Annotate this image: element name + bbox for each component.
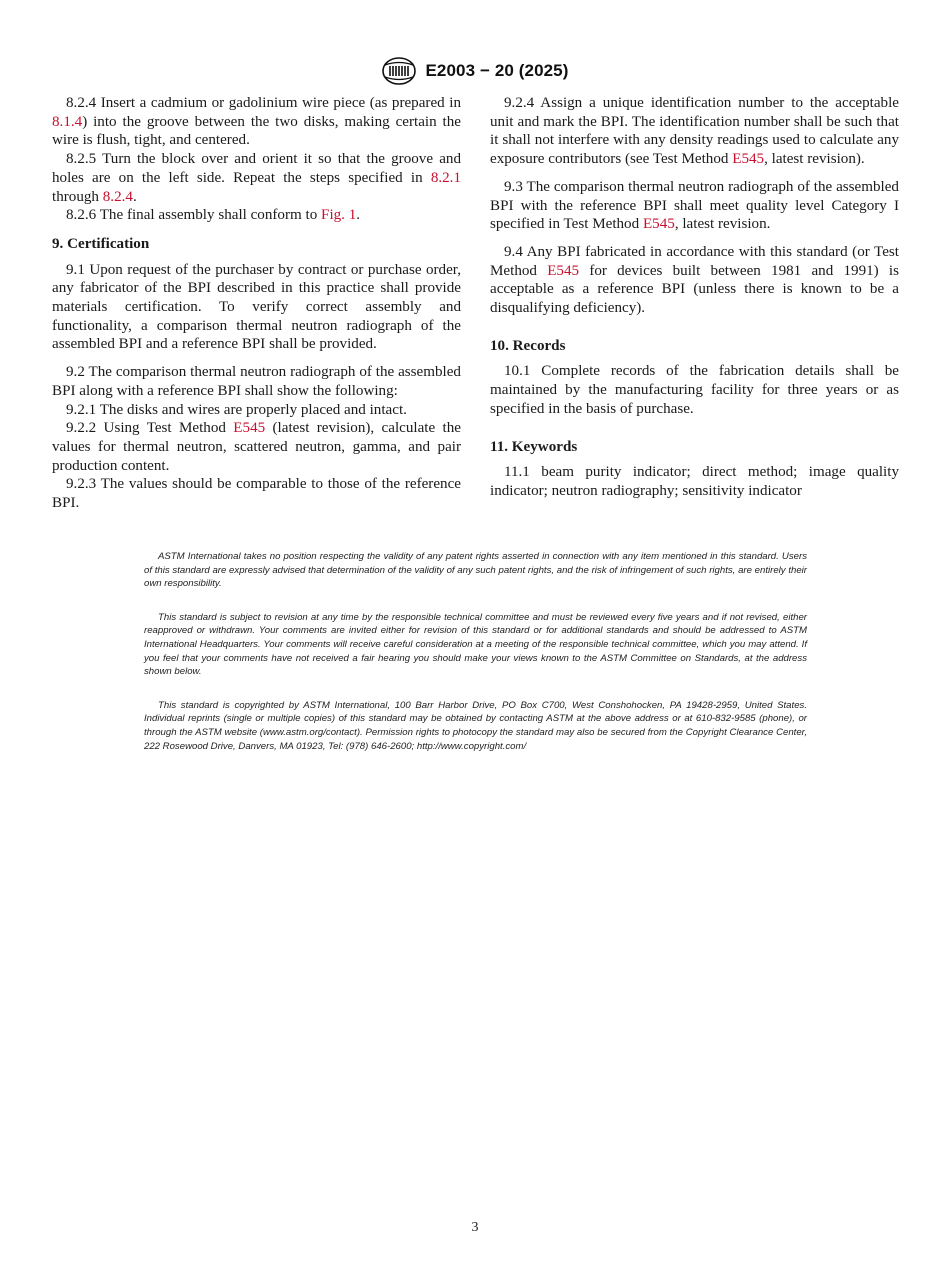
ref-link-e545[interactable]: E545 xyxy=(233,420,266,437)
paragraph-9-2: 9.2 The comparison thermal neutron radiograph of the assembled BPI along with a reference BPI shall show the following: xyxy=(52,364,461,399)
paragraph-9-4: 9.4 Any BPI fabricated in accordance with this standard (or Test Method E545 for devices built between 1981 and 1991) is acceptable as a reference BPI (unless there is known to be a disqualifying deficiency). xyxy=(490,243,899,317)
paragraph-8-2-6: 8.2.6 The final assembly shall conform to Fig. 1. xyxy=(66,207,361,224)
section-heading-certification: 9. Certification xyxy=(52,235,150,252)
copyright-notice: This standard is copyrighted by ASTM International, 100 Barr Harbor Drive, PO Box C700, West Conshohocken, PA 19428-2959, United States. Individual reprints (single or multiple copies) of this standard may be obtained by contacting ASTM at the above address or at 610-832-9585 (phone), or through the ASTM website (www.astm.org/contact). Permission rights to photocopy the standard may also be secured from the Copyright Clearance Center, 222 Rosewood Drive, Danvers, MA 01923, Tel: (978) 646-2600; http://www.copyright.com/ xyxy=(144,699,807,752)
ref-link-e545[interactable]: E545 xyxy=(642,216,675,233)
section-heading-keywords: 11. Keywords xyxy=(490,438,578,455)
paragraph-9-3: 9.3 The comparison thermal neutron radiograph of the assembled BPI with the reference BPI shall meet quality level Category I specified in Test Method E545, latest revision. xyxy=(490,178,899,233)
ref-link-8-1-4[interactable]: 8.1.4 xyxy=(52,113,83,130)
right-column xyxy=(490,94,899,501)
paragraph-8-2-4: 8.2.4 Insert a cadmium or gadolinium wire piece (as prepared in 8.1.4) into the groove between the two disks, making certain the wire is flush, tight, and centered. xyxy=(52,95,461,149)
page-number: 3 xyxy=(471,1220,479,1235)
ref-link-fig-1[interactable]: Fig. 1 xyxy=(321,207,357,224)
ref-link-8-2-1[interactable]: 8.2.1 xyxy=(430,169,461,186)
section-heading-records: 10. Records xyxy=(490,337,566,354)
page-header xyxy=(0,56,950,86)
footer-notes xyxy=(144,550,807,773)
paragraph-9-2-3: 9.2.3 The values should be comparable to those of the reference BPI. xyxy=(52,476,461,512)
ref-link-e545[interactable]: E545 xyxy=(732,151,765,168)
paragraph-8-2-5: 8.2.5 Turn the block over and orient it so that the groove and holes are on the left side. Repeat the steps specified in 8.2.1 through 8.2.4. xyxy=(52,151,461,205)
paragraph-11-1: 11.1 beam purity indicator; direct method; image quality indicator; neutron radiography; sensitivity indicator xyxy=(490,464,899,499)
ref-link-8-2-4[interactable]: 8.2.4 xyxy=(102,188,133,205)
patent-notice: ASTM International takes no position respecting the validity of any patent rights asserted in connection with any item mentioned in this standard. Users of this standard are expressly advised that determination of the validity of any such patent rights, and the risk of infringement of such rights, are entirely their own responsibility. xyxy=(144,551,807,590)
paragraph-9-2-4: 9.2.4 Assign a unique identification number to the acceptable unit and mark the BPI. The identification number shall be such that it shall not interfere with any density readings used to calculate any exposure contributors (see Test Method E545, latest revision). xyxy=(490,95,899,168)
astm-logo-icon xyxy=(381,56,417,86)
paragraph-9-2-2: 9.2.2 Using Test Method E545 (latest revision), calculate the values for thermal neutron, scattered neutron, gamma, and pair production content. xyxy=(52,420,461,474)
paragraph-10-1: 10.1 Complete records of the fabrication details shall be maintained by the manufacturing facility for three years or as specified in the basis of purchase. xyxy=(490,363,899,417)
paragraph-9-2-1: 9.2.1 The disks and wires are properly placed and intact. xyxy=(66,401,407,418)
paragraph-9-1: 9.1 Upon request of the purchaser by contract or purchase order, any fabricator of the BPI described in this practice shall provide materials certification. To verify correct assembly and functionality, a comparison thermal neutron radiograph of the assembled BPI and a reference BPI shall be provided. xyxy=(52,261,461,353)
left-column xyxy=(52,94,461,513)
document-designation: E2003 − 20 (2025) xyxy=(425,61,569,80)
revision-notice: This standard is subject to revision at any time by the responsible technical committee and must be reviewed every five years and if not revised, either reapproved or withdrawn. Your comments are invited either for revision of this standard or for additional standards and should be addressed to ASTM International Headquarters. Your comments will receive careful consideration at a meeting of the responsible technical committee, which you may attend. If you feel that your comments have not received a fair hearing you should make your views known to the ASTM Committee on Standards, at the address shown below. xyxy=(144,611,807,678)
ref-link-e545[interactable]: E545 xyxy=(547,262,580,279)
